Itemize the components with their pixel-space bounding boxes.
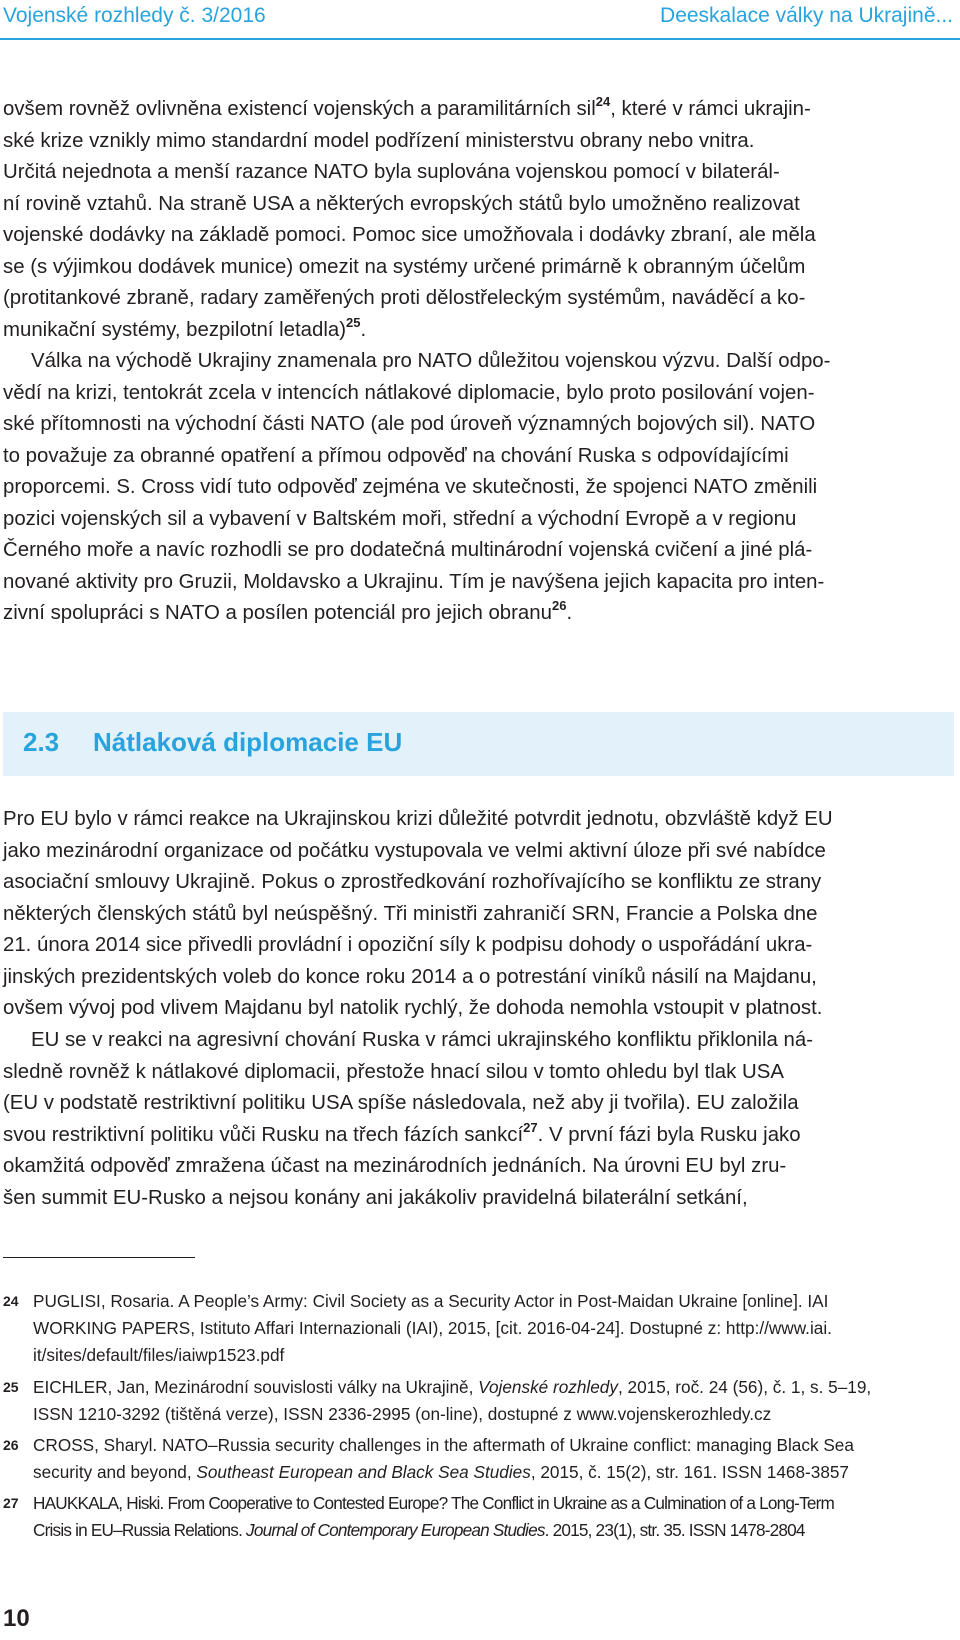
section-heading — [3, 712, 954, 776]
footnote-ref-26[interactable]: 26 — [551, 598, 567, 614]
article-short-title: Deeskalace války na Ukrajině... — [660, 4, 953, 27]
footnote-ref-24[interactable]: 24 — [595, 94, 611, 110]
paragraph-3: Pro EU bylo v rámci reakce na Ukrajinskou krizi důležité potvrdit jednotu, obzvláště když EU jako mezinárodní organizace od počátku vystupovala ve velmi aktivní úloze při své nabídce asociační smlouvy Ukrajině. Pokus o zprostředkování rozhořívajícího se konfliktu ze strany některých členských států byl neúspěšný. Tři ministři zahraničí SRN, Francie a Polska dne 21. února 2014 sice přivedli provládní i opoziční síly k podpisu dohody o uspořádání ukra- jinských prezidentských voleb do konce roku 2014 a o potrestání viníků násilí na Majdanu, ovšem vývoj pod vlivem Majdanu byl natolik rychlý, že dohoda nemohla vstoupit v platnost. — [3, 808, 833, 1019]
footnote-number: 25 — [3, 1379, 19, 1395]
footnote-ref-25[interactable]: 25 — [346, 314, 361, 330]
footnote-number: 24 — [3, 1293, 19, 1309]
journal-title: Vojenské rozhledy č. 3/2016 — [3, 4, 266, 27]
footnote-number: 27 — [3, 1495, 19, 1511]
footnote-number: 26 — [3, 1437, 19, 1453]
paragraph-1: ovšem rovněž ovlivněna existencí vojenských a paramilitárních sil$^{24}$, které v rámci ukrajin- ské krize vznikly mimo standardní model podřízení ministerstvu obrany nebo vnitra. Určitá nejednota a menší razance NATO byla suplována vojenskou pomocí v bilaterál- ní rovině vztahů. Na straně USA a některých evropských států bylo umožněno realizovat vojenské dodávky na základě pomoci. Pomoc sice umožňovala i dodávky zbraní, ale měla se (s výjimkou dodávek munice) omezit na systémy určené primárně k obranným účelům (protitankové zbraně, radary zaměřených proti dělostřeleckým systémům, naváděcí a ko- munikační systémy, bezpilotní letadla)$^{25}$. — [3, 94, 816, 341]
paragraph-4: EU se v reakci na agresivní chování Ruska v rámci ukrajinského konfliktu přiklonila ná- sledně rovněž k nátlakové diplomacii, přestože hnací silou v tomto ohledu byl tlak USA (EU v podstatě restriktivní politiku USA spíše následovala, než aby ji tvořila). EU založila svou restriktivní politiku vůči Rusku na třech fázích sankcí$^{27}$. V první fázi byla Rusku jako okamžitá odpověď zmražena účast na mezinárodních jednáních. Na úrovni EU byl zru- šen summit EU-Rusko a nejsou konány ani jakákoliv pravidelná bilaterální setkání, — [3, 1029, 813, 1209]
section-title: Nátlaková diplomacie EU — [93, 727, 403, 757]
paragraph-2: Válka na východě Ukrajiny znamenala pro NATO důležitou vojenskou výzvu. Další odpo- vědí na krizi, tentokrát zcela v intencích nátlakové diplomacie, bylo proto posilování vojen- ské přítomnosti na východní části NATO (ale pod úroveň významných bojových sil). NATO to považuje za obranné opatření a přímou odpověď na chování Ruska s odpovídajícími proporcemi. S. Cross vidí tuto odpověď zejména ve skutečnosti, že spojenci NATO změnili pozici vojenských sil a vybavení v Baltském moři, střední a východní Evropě a v regionu Černého moře a navíc rozhodli se pro dodatečná multinárodní vojenská cvičení a jiné plá- nované aktivity pro Gruzii, Moldavsko a Ukrajinu. Tím je navýšena jejich kapacita pro inten- zivní spolupráci s NATO a posílen potenciál pro jejich obranu$^{26}$. — [3, 350, 831, 624]
footnote-ref-27[interactable]: 27 — [523, 1119, 538, 1135]
section-number: 2.3 — [23, 727, 60, 757]
footnote-divider — [3, 1257, 195, 1258]
running-header — [0, 0, 960, 40]
page-number: 10 — [3, 1605, 30, 1632]
